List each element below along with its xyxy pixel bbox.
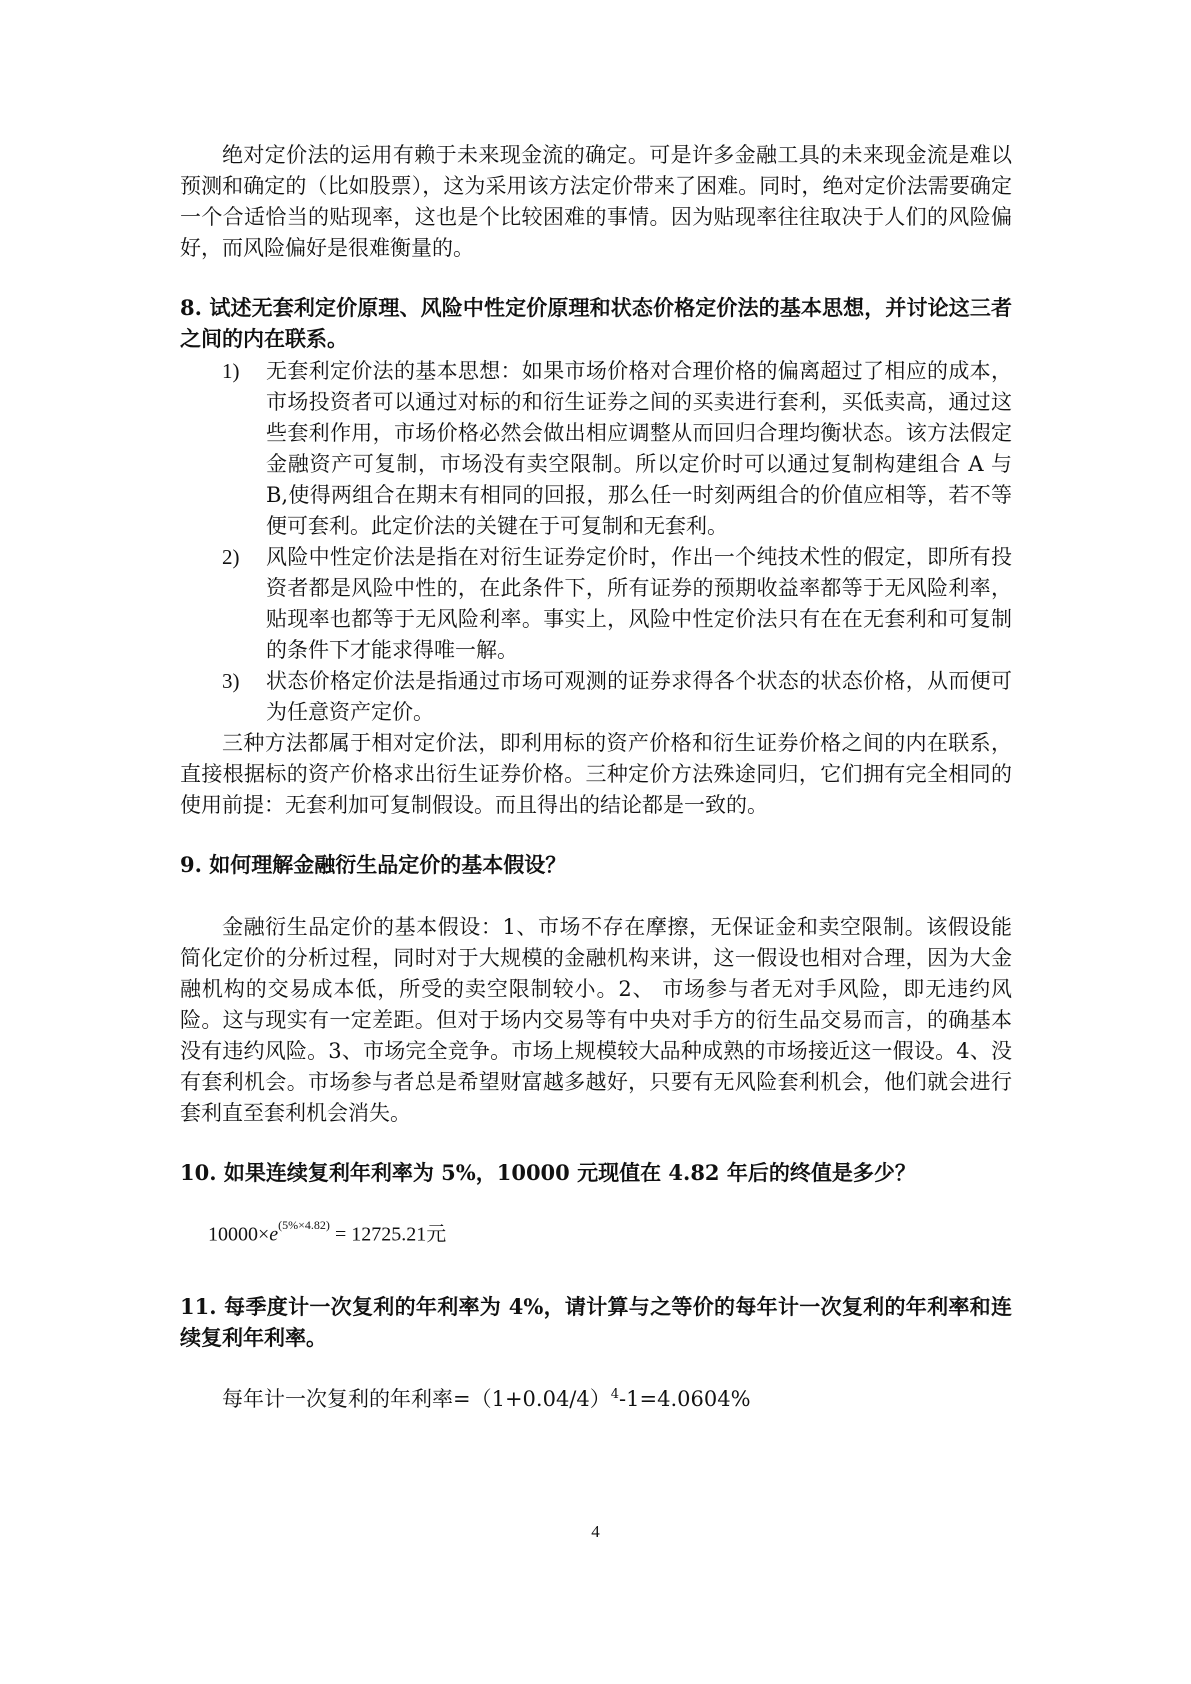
formula-base: 10000× [208,1223,270,1246]
list-item-number: 2) [222,545,240,569]
list-item-number: 1) [222,359,240,383]
list-item-text: 风险中性定价法是指在对衍生证券定价时，作出一个纯技术性的假定，即所有投资者都是风险中性的，在此条件下，所有证券的预期收益率都等于无风险利率，贴现率也都等于无风险利率。事实上，风险中性定价法只有在在无套利和可复制的条件下才能求得唯一解。 [266,545,1012,662]
page-number: 4 [591,1522,600,1541]
list-item [180,356,1012,542]
question-11-title: 11. 每季度计一次复利的年利率为 4%，请计算与之等价的每年计一次复利的年利率和连续复利年利率。 [180,1293,1012,1350]
question-9-title: 9. 如何理解金融衍生品定价的基本假设？ [180,852,567,877]
list-item [180,542,1012,666]
list-item-text: 状态价格定价法是指通过市场可观测的证券求得各个状态的状态价格，从而便可为任意资产定价。 [266,669,1012,724]
list-item [180,666,1012,728]
question-11-answer [180,1379,1012,1415]
formula-exponent: (5%×4.82) [278,1218,330,1232]
intro-paragraph: 绝对定价法的运用有赖于未来现金流的确定。可是许多金融工具的未来现金流是难以预测和确定的（比如股票），这为采用该方法定价带来了困难。同时，绝对定价法需要确定一个合适恰当的贴现率，这也是个比较困难的事情。因为贴现率往往取决于人们的风险偏好，而风险偏好是很难衡量的。 [180,143,1012,260]
question-10-title: 10. 如果连续复利年利率为 5%，10000 元现值在 4.82 年后的终值是多少？ [180,1160,916,1185]
question-8-summary: 三种方法都属于相对定价法，即利用标的资产价格和衍生证券价格之间的内在联系，直接根据标的资产价格求出衍生证券价格。三种定价方法殊途同归，它们拥有完全相同的使用前提：无套利加可复制假设。而且得出的结论都是一致的。 [180,731,1012,817]
question-8-title: 8. 试述无套利定价原理、风险中性定价原理和状态价格定价法的基本思想，并讨论这三者之间的内在联系。 [180,295,1012,351]
question-10-formula [208,1214,1012,1251]
question-9-answer: 金融衍生品定价的基本假设：1、市场不存在摩擦，无保证金和卖空限制。该假设能简化定价的分析过程，同时对于大规模的金融机构来讲，这一假设也相对合理，因为大金融机构的交易成本低，所受的卖空限制较小。2、 市场参与者无对手风险，即无违约风险。这与现实有一定差距。但对于场内交易等有中央对手方的衍生品交易而言，的确基本没有违约风险。3、市场完全竞争。市场上规模较大品种成熟的市场接近这一假设。4、没有套利机会。市场参与者总是希望财富越多越好，只要有无风险套利机会，他们就会进行套利直至套利机会消失。 [180,915,1012,1125]
answer-suffix: -1=4.0604% [619,1386,751,1411]
formula-result: = 12725.21元 [329,1223,447,1246]
document-page [180,140,1012,1415]
list-item-number: 3) [222,669,240,693]
answer-prefix: 每年计一次复利的年利率=（1+0.04/4） [222,1386,611,1411]
formula-e: e [269,1223,279,1246]
answer-exponent: 4 [610,1386,620,1402]
question-8-list [180,356,1012,728]
list-item-text: 无套利定价法的基本思想：如果市场价格对合理价格的偏离超过了相应的成本，市场投资者可以通过对标的和衍生证券之间的买卖进行套利，买低卖高，通过这些套利作用，市场价格必然会做出相应调整从而回归合理均衡状态。该方法假定金融资产可复制，市场没有卖空限制。所以定价时可以通过复制构建组合 A 与 B,使得两组合在期末有相同的回报，那么任一时刻两组合的价值应相等，若不等便可套利。此定价法的关键在于可复制和无套利。 [266,359,1012,538]
